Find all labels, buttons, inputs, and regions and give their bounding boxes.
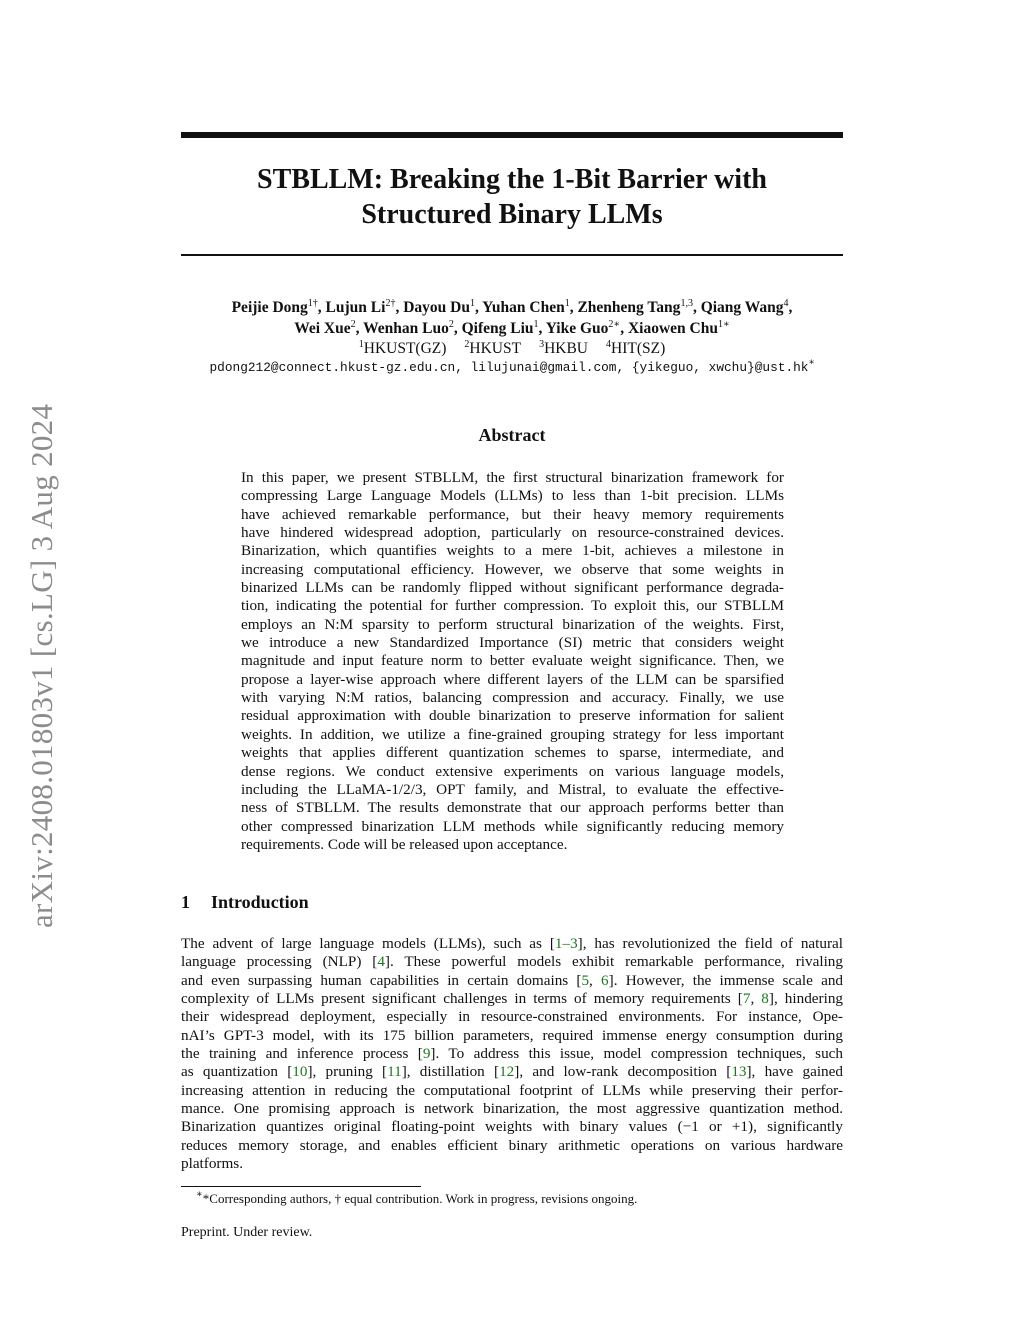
- intro-line: platforms.: [181, 1155, 244, 1173]
- author-name: Xiaowen Chu: [627, 320, 718, 337]
- author-mark: 1: [469, 298, 475, 309]
- citation-link[interactable]: 10: [292, 1063, 308, 1081]
- author-name: Wenhan Luo: [363, 320, 449, 337]
- author-mark: 2∗: [608, 319, 621, 330]
- author-mark: 2†: [385, 298, 396, 309]
- abstract-line: increasing computational efficiency. However, we observe that some weights in: [241, 560, 784, 578]
- abstract-heading: Abstract: [478, 425, 546, 445]
- abstract-line: we introduce a new Standardized Importance (SI) metric that considers weight: [241, 634, 784, 652]
- intro-line: the training and inference process [9]. To address this issue, model compression techniques, such: [181, 1045, 843, 1063]
- intro-line: language processing (NLP) [4]. These powerful models exhibit remarkable performance, rivaling: [181, 953, 843, 971]
- author-mark: 4: [783, 298, 789, 309]
- intro-line: their widespread deployment, especially in resource-constrained environments. For instance, Ope-: [181, 1008, 843, 1026]
- intro-line: The advent of large language models (LLMs), such as [1–3], has revolutionized the field of natural: [181, 935, 843, 952]
- email-list[interactable]: pdong212@connect.hkust-gz.edu.cn, lilujunai@gmail.com, {yikeguo, xwchu}@ust.hk: [209, 360, 809, 375]
- intro-line: increasing attention in reducing the computational footprint of LLMs while preserving their perfor-: [181, 1081, 843, 1099]
- footnote-mark: ∗: [196, 1189, 203, 1200]
- abstract-line: other compressed binarization LLM methods while significantly reducing memory: [241, 817, 784, 835]
- abstract-line: residual approximation with double binarization to preserve information for salient: [241, 707, 784, 725]
- author-mark: 2: [350, 319, 356, 330]
- intro-line: nAI’s GPT-3 model, with its 175 billion parameters, required immense energy consumption during: [181, 1026, 843, 1044]
- abstract-line: weights. In addition, we utilize a fine-grained grouping strategy for less important: [241, 725, 784, 743]
- abstract-line: have achieved remarkable performance, but their heavy memory requirements: [241, 505, 784, 523]
- affiliation-name: HKUST(GZ): [363, 340, 447, 357]
- citation-link[interactable]: 1–3: [554, 935, 578, 952]
- author-mark: 1†: [307, 298, 318, 309]
- intro-line: complexity of LLMs present significant challenges in terms of memory requirements [7, 8], hindering: [181, 990, 844, 1008]
- abstract-line: compressing Large Language Models (LLMs) to less than 1-bit precision. LLMs: [241, 487, 784, 505]
- author-mark: 1: [564, 298, 570, 309]
- preprint-notice: Preprint. Under review.: [181, 1225, 313, 1240]
- affiliation-name: HIT(SZ): [611, 340, 666, 357]
- intro-line: Binarization quantizes original floating-point weights with binary values (−1 or +1), significantly: [181, 1118, 843, 1136]
- author-name: Yike Guo: [545, 320, 609, 337]
- author-line-2: Wei Xue$^2$, Wenhan Luo$^2$, Qifeng Liu$^1$, Yike Guo$^{2∗}$, Xiaowen Chu$^{1∗}$: [294, 319, 730, 337]
- author-name: Yuhan Chen: [482, 299, 565, 316]
- author-name: Qiang Wang: [700, 299, 784, 316]
- footnote-text: *Corresponding authors, † equal contribution. Work in progress, revisions ongoing.: [202, 1191, 638, 1206]
- author-mark: 2: [448, 319, 454, 330]
- citation-link[interactable]: 4: [377, 953, 385, 971]
- footnote-rule: [181, 1186, 421, 1187]
- affiliation-number: 2: [464, 339, 470, 350]
- title-rule-bottom: [181, 254, 843, 256]
- affiliation-number: 3: [539, 339, 545, 350]
- author-mark: 1: [533, 319, 539, 330]
- citation-link[interactable]: 11: [387, 1063, 402, 1081]
- abstract-line: requirements. Code will be released upon acceptance.: [241, 835, 568, 853]
- author-name: Zhenheng Tang: [577, 299, 681, 316]
- abstract-line: have hindered widespread adoption, particularly on resource-constrained devices.: [241, 524, 784, 542]
- author-mark: 1∗: [717, 319, 730, 330]
- abstract-line: tion, indicating the potential for further compression. To exploit this, our STBLLM: [241, 597, 784, 615]
- abstract-line: binarized LLMs can be randomly flipped without significant performance degrada-: [241, 579, 784, 597]
- abstract-line: propose a layer-wise approach where different layers of the LLM can be sparsified: [241, 670, 784, 688]
- author-list: [181, 297, 843, 339]
- author-name: Dayou Du: [403, 299, 470, 316]
- footnote: [196, 1191, 637, 1207]
- citation-link[interactable]: 6: [601, 971, 609, 989]
- arxiv-stamp: arXiv:2408.01803v1 [cs.LG] 3 Aug 2024: [24, 403, 59, 928]
- affiliation-name: HKBU: [544, 340, 588, 357]
- introduction-body: [181, 935, 843, 1173]
- section-number: 1: [181, 892, 190, 912]
- author-emails: [170, 360, 854, 375]
- citation-link[interactable]: 7: [742, 990, 751, 1008]
- affiliation-number: 4: [606, 339, 611, 350]
- intro-line: as quantization [10], pruning [11], distillation [12], and low-rank decomposition [13], have gained: [181, 1063, 843, 1081]
- title-line-2: Structured Binary LLMs: [361, 199, 663, 230]
- abstract-body: [241, 469, 784, 854]
- section-heading-introduction: [181, 892, 309, 913]
- author-name: Wei Xue: [294, 320, 351, 337]
- citation-link[interactable]: 8: [761, 990, 769, 1008]
- intro-line: and even surpassing human capabilities in certain domains [5, 6]. However, the immense scale and: [181, 971, 844, 989]
- abstract-line: weights that applies different quantization schemes to sparse, intermediate, and: [241, 744, 784, 762]
- abstract-line: including the LLaMA-1/2/3, OPT family, and Mistral, to evaluate the effective-: [241, 780, 784, 798]
- author-name: Lujun Li: [325, 299, 386, 316]
- affiliations: [181, 339, 843, 359]
- author-name: Peijie Dong: [231, 299, 308, 316]
- abstract-line: with varying N:M ratios, balancing compression and accuracy. Finally, we use: [241, 689, 784, 707]
- author-mark: 1,3: [680, 298, 693, 309]
- citation-link[interactable]: 13: [731, 1063, 747, 1081]
- citation-link[interactable]: 5: [581, 971, 590, 989]
- abstract-line: magnitude and input feature norm to better evaluate weight significance. Then, we: [241, 652, 784, 670]
- abstract-line: Binarization, which quantifies weights to a mere 1-bit, achieves a milestone in: [241, 542, 784, 560]
- affiliation-number: 1: [358, 339, 364, 350]
- section-title: Introduction: [211, 892, 309, 912]
- abstract-line: dense regions. We conduct extensive experiments on various language models,: [241, 762, 784, 780]
- email-mark: ∗: [808, 358, 815, 369]
- paper-title: [181, 162, 843, 232]
- intro-line: reduces memory storage, and enables efficient binary arithmetic operations on various hardware: [181, 1136, 843, 1154]
- abstract-line: employs an N:M sparsity to perform structural binarization of the weights. First,: [241, 615, 784, 633]
- citation-link[interactable]: 12: [499, 1063, 515, 1081]
- citation-link[interactable]: 9: [422, 1045, 431, 1063]
- title-line-1: STBLLM: Breaking the 1-Bit Barrier with: [257, 164, 767, 195]
- abstract-line: ness of STBLLM. The results demonstrate that our approach performs better than: [241, 799, 784, 817]
- abstract-line: In this paper, we present STBLLM, the first structural binarization framework for: [241, 469, 784, 486]
- author-line-1: Peijie Dong$^{1\dagger}$, Lujun $Li^{2\dagger}$, Dayou Du$^1$, Yuhan Chen$^1$, Zhenheng Tang$^{1,3}$, Qiang Wang$^4$,: [231, 298, 793, 316]
- affiliation-name: HKUST: [469, 340, 522, 357]
- title-rule-top: [181, 132, 843, 138]
- author-name: Qifeng Liu: [461, 320, 534, 337]
- intro-line: mance. One promising approach is network binarization, the most aggressive quantization method.: [181, 1100, 843, 1118]
